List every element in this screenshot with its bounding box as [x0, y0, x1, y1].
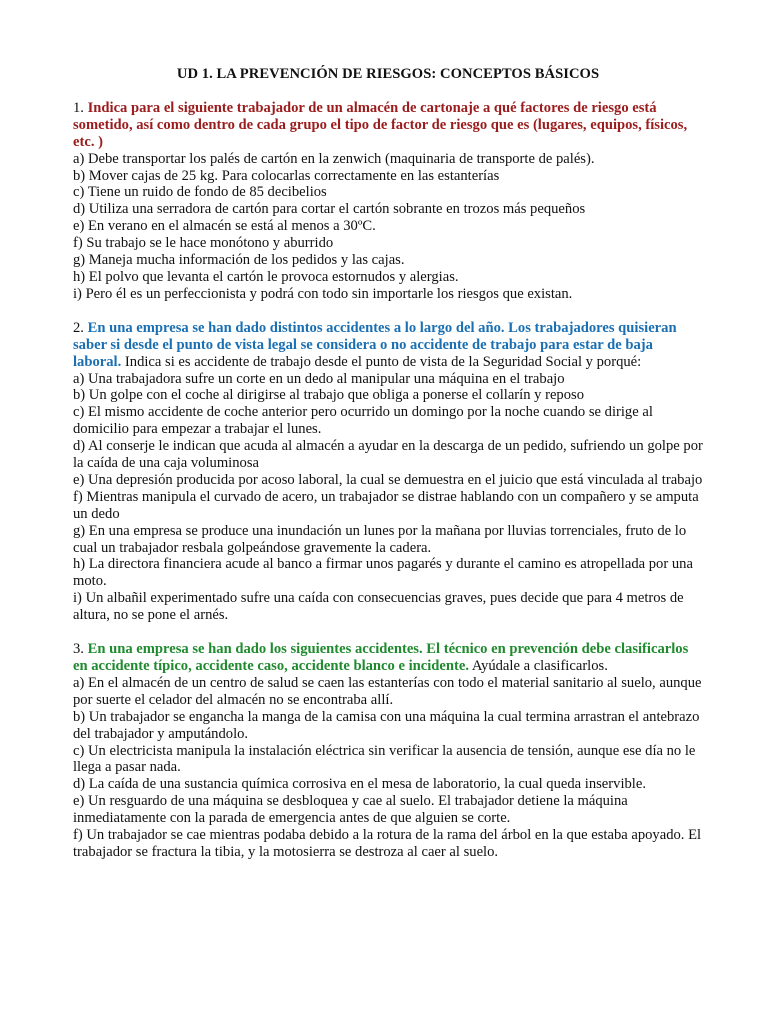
document-title: UD 1. LA PREVENCIÓN DE RIESGOS: CONCEPTOS BÁSICOS — [176, 66, 600, 82]
question-2-items — [73, 371, 703, 625]
question-3-item-a: a) En el almacén de un centro de salud se caen las estanterías con todo el material sanitario al suelo, aunque por suerte el celador del almacén no se encontraba allí. — [73, 674, 702, 708]
question-1-prompt: Indica para el siguiente trabajador de un almacén de cartonaje a qué factores de riesgo está sometido, así como dentro de cada grupo el tipo de factor de riesgo que es (lugares, equipos, físicos, etc. ) — [73, 99, 688, 150]
question-3-item-f: f) Un trabajador se cae mientras podaba debido a la rotura de la rama del árbol en la que estaba apoyado. El trabajador se fractura la tibia, y la motosierra se destroza al caer al suelo. — [73, 827, 702, 860]
question-3-instruction: Ayúdale a clasificarlos. — [471, 658, 608, 674]
question-1-item-a: a) Debe transportar los palés de cartón en la zenwich (maquinaria de transporte de palés). — [73, 150, 595, 167]
question-2-number: 2. — [73, 319, 84, 336]
question-2 — [73, 320, 703, 624]
question-2-instruction: Indica si es accidente de trabajo desde el punto de vista de la Seguridad Social y porqué: — [124, 353, 642, 370]
question-1-item-d: d) Utiliza una serradora de cartón para cortar el cartón sobrante en trozos más pequeños — [73, 201, 586, 218]
question-2-item-f: f) Mientras manipula el curvado de acero, un trabajador se distrae hablando con un compañero y se amputa un dedo — [73, 488, 699, 522]
question-1-item-f: f) Su trabajo se le hace monótono y aburrido — [73, 235, 334, 252]
question-2-item-g: g) En una empresa se produce una inundación un lunes por la mañana por lluvias torrenciales, fruto de lo cual un trabajador resbala golpeándose gravemente la cadera. — [73, 522, 687, 556]
question-3-item-b: b) Un trabajador se engancha la manga de la camisa con una máquina la cual termina arrastran el antebrazo del trabajador y amputándolo. — [73, 708, 700, 742]
question-2-item-e: e) Una depresión producida por acoso laboral, la cual se demuestra en el juicio que está vinculada al trabajo — [73, 471, 703, 488]
question-2-item-h: h) La directora financiera acude al banco a firmar unos pagarés y durante el camino es atropellada por una moto. — [73, 556, 693, 590]
question-3-header — [73, 641, 703, 675]
question-1-items — [73, 151, 703, 303]
question-2-item-b: b) Un golpe con el coche al dirigirse al trabajo que obliga a ponerse el collarín y reposo — [73, 387, 585, 404]
question-2-item-a: a) Una trabajadora sufre un corte en un dedo al manipular una máquina en el trabajo — [73, 370, 565, 387]
question-1 — [73, 100, 703, 303]
question-1-item-e: e) En verano en el almacén se está al menos a 30ºC. — [73, 218, 376, 235]
question-2-prompt: En una empresa se han dado distintos accidentes a lo largo del año. Los trabajadores quisieran saber si desde el punto de vista legal se considera o no accidente de trabajo para estar de baja laboral. — [73, 319, 677, 370]
question-3-number: 3. — [73, 641, 84, 658]
document-page — [73, 66, 703, 878]
question-2-item-d: d) Al conserje le indican que acuda al almacén a ayudar en la descarga de un pedido, sufriendo un golpe por la caída de una caja voluminosa — [73, 438, 703, 472]
question-3-item-c: c) Un electricista manipula la instalación eléctrica sin verificar la ausencia de tensión, aunque ese día no le llega a pasar nada. — [73, 742, 696, 776]
question-1-number: 1. — [73, 99, 84, 116]
question-3-prompt: En una empresa se han dado los siguientes accidentes. El técnico en prevención debe clasificarlos en accidente típico, accidente caso, accidente blanco e incidente. — [73, 641, 689, 674]
question-1-header — [73, 100, 703, 151]
question-3-item-d: d) La caída de una sustancia química corrosiva en el mesa de laboratorio, la cual queda inservible. — [73, 776, 646, 793]
question-3 — [73, 641, 703, 861]
question-1-item-h: h) El polvo que levanta el cartón le provoca estornudos y alergias. — [73, 268, 459, 285]
question-1-item-c: c) Tiene un ruido de fondo de 85 decibelios — [73, 184, 327, 201]
question-2-item-i: i) Un albañil experimentado sufre una caída con consecuencias graves, pues decide que para 4 metros de altura, no se pone el arnés. — [73, 590, 684, 624]
question-1-item-g: g) Maneja mucha información de los pedidos y las cajas. — [73, 252, 405, 269]
question-3-items — [73, 675, 703, 861]
question-1-item-b: b) Mover cajas de 25 kg. Para colocarlas correctamente en las estanterías — [73, 167, 500, 184]
question-2-item-c: c) El mismo accidente de coche anterior pero ocurrido un domingo por la noche cuando se dirige al domicilio para empezar a trabajar el lunes. — [73, 404, 653, 438]
question-3-item-e: e) Un resguardo de una máquina se desbloquea y cae al suelo. El trabajador detiene la máquina inmediatamente con la parada de emergencia antes de que alguien se corte. — [73, 793, 628, 827]
question-1-item-i: i) Pero él es un perfeccionista y podrá con todo sin importarle los riesgos que existan. — [73, 285, 573, 302]
question-2-header — [73, 320, 703, 371]
